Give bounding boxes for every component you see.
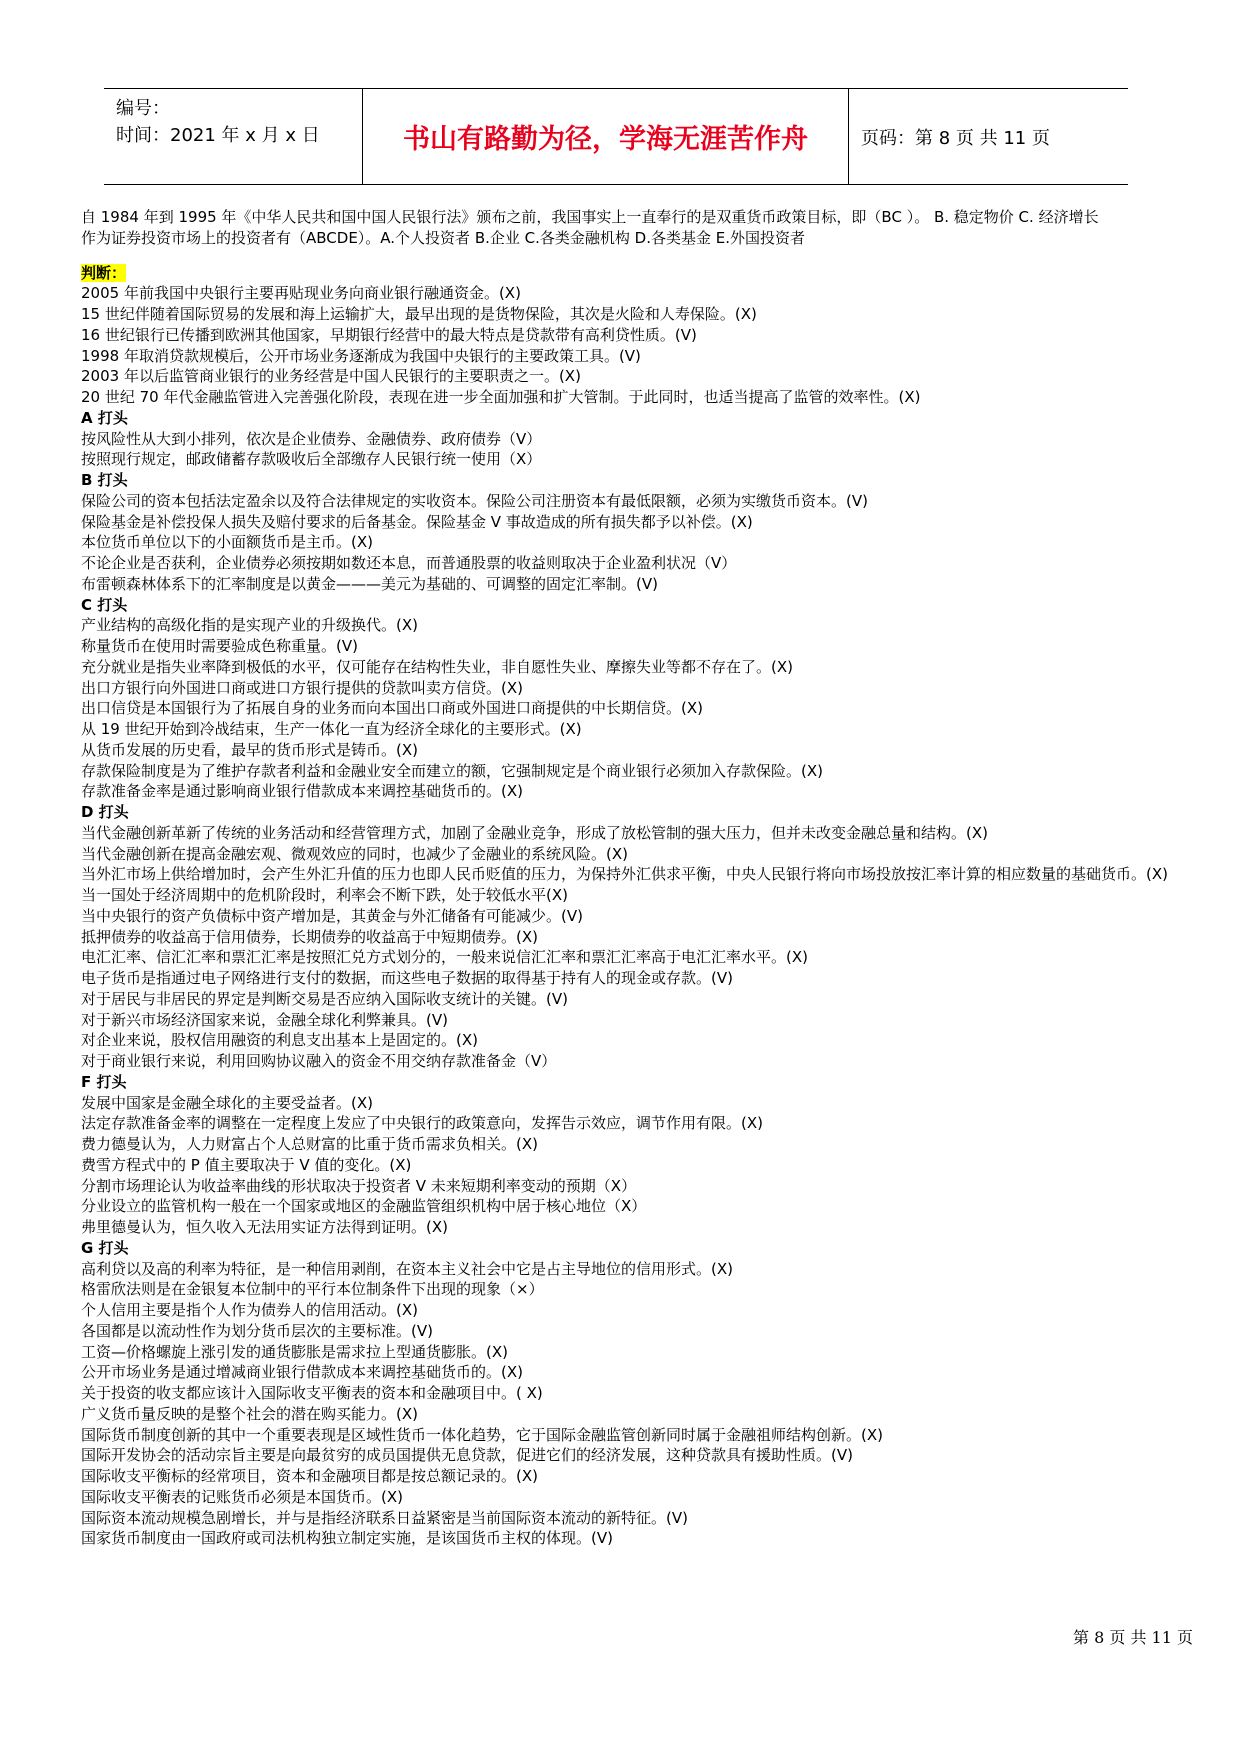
judgement-item: 个人信用主要是指个人作为债券人的信用活动。(X) bbox=[81, 1301, 418, 1319]
judgement-item: 对企业来说，股权信用融资的利息支出基本上是固定的。(X) bbox=[81, 1031, 478, 1050]
judgement-item: 本位货币单位以下的小面额货币是主币。(X) bbox=[81, 533, 373, 552]
judgement-item: 抵押债券的收益高于信用债券，长期债券的收益高于中短期债券。(X) bbox=[81, 927, 538, 946]
judgement-item: 国家货币制度由一国政府或司法机构独立制定实施，是该国货币主权的体现。(V) bbox=[81, 1529, 613, 1548]
judgement-item: 20 世纪 70 年代金融监管进入完善强化阶段，表现在进一步全面加强和扩大管制。于此同时，也适当提高了监管的效率性。(X) bbox=[81, 388, 921, 406]
judgement-item: 格雷欣法则是在金银复本位制中的平行本位制条件下出现的现象（×） bbox=[81, 1280, 544, 1299]
judgement-item: 发展中国家是金融全球化的主要受益者。(X) bbox=[81, 1093, 373, 1112]
judgement-item: 不论企业是否获利，企业债券必须按期如数还本息，而普通股票的收益则取决于企业盈利状况（V） bbox=[81, 554, 737, 572]
judgement-item: 当外汇市场上供给增加时，会产生外汇升值的压力也即人民币贬值的压力，为保持外汇供求平衡，中央人民银行将向市场投放按汇率计算的相应数量的基础货币。(X) bbox=[81, 865, 1168, 884]
motto: 书山有路勤为径，学海无涯苦作舟 bbox=[363, 89, 849, 184]
judgement-item: 分业设立的监管机构一般在一个国家或地区的金融监管组织机构中居于核心地位（X） bbox=[81, 1197, 647, 1216]
judgement-item: 法定存款准备金率的调整在一定程度上发应了中央银行的政策意向，发挥告示效应，调节作用有限。(X) bbox=[81, 1114, 763, 1133]
judgement-item: 保险基金是补偿投保人损失及赔付要求的后备基金。保险基金 V 事故造成的所有损失都予以补偿。(X) bbox=[81, 512, 753, 531]
judgement-item: 对于商业银行来说，利用回购协议融入的资金不用交纳存款准备金（V） bbox=[81, 1052, 557, 1070]
judgement-item: 公开市场业务是通过增减商业银行借款成本来调控基础货币的。(X) bbox=[81, 1363, 523, 1382]
section-heading: C 打头 bbox=[81, 595, 128, 614]
judgement-item: 15 世纪伴随着国际贸易的发展和海上运输扩大，最早出现的是货物保险，其次是火险和人寿保险。(X) bbox=[81, 305, 757, 323]
judgement-item: 国际资本流动规模急剧增长，并与是指经济联系日益紧密是当前国际资本流动的新特征。(V) bbox=[81, 1508, 688, 1527]
judgement-item: 2005 年前我国中央银行主要再贴现业务向商业银行融通资金。(X) bbox=[81, 284, 521, 303]
number-label: 编号： bbox=[116, 98, 170, 119]
judgement-item: 从 19 世纪开始到冷战结束，生产一体化一直为经济全球化的主要形式。(X) bbox=[81, 720, 582, 738]
judgement-item: 出口方银行向外国进口商或进口方银行提供的贷款叫卖方信贷。(X) bbox=[81, 678, 523, 697]
judgement-item: 工资—价格螺旋上涨引发的通货膨胀是需求拉上型通货膨胀。(X) bbox=[81, 1342, 508, 1361]
section-heading: A 打头 bbox=[81, 408, 128, 427]
judgement-item: 费雪方程式中的 P 值主要取决于 V 值的变化。(X) bbox=[81, 1155, 412, 1174]
judgement-item: 电汇汇率、信汇汇率和票汇汇率是按照汇兑方式划分的，一般来说信汇汇率和票汇汇率高于电汇汇率水平。(X) bbox=[81, 948, 808, 967]
judgement-item: 保险公司的资本包括法定盈余以及符合法律规定的实收资本。保险公司注册资本有最低限额，必须为实缴货币资本。(V) bbox=[81, 491, 868, 510]
judgement-item: 充分就业是指失业率降到极低的水平，仅可能存在结构性失业，非自愿性失业、摩擦失业等都不存在了。(X) bbox=[81, 657, 793, 676]
judgement-item: 当代金融创新革新了传统的业务活动和经营管理方式，加剧了金融业竞争，形成了放松管制的强大压力，但并未改变金融总量和结构。(X) bbox=[81, 823, 988, 842]
judgement-item: 国际收支平衡标的经常项目，资本和金融项目都是按总额记录的。(X) bbox=[81, 1467, 538, 1485]
judgement-item: 当中央银行的资产负债标中资产增加是，其黄金与外汇储备有可能减少。(V) bbox=[81, 906, 583, 925]
page-footer: 第 8 页 共 11 页 bbox=[1073, 1628, 1193, 1647]
judgement-item: 按照现行规定，邮政储蓄存款吸收后全部缴存人民银行统一使用（X） bbox=[81, 450, 542, 469]
judgement-item: 产业结构的高级化指的是实现产业的升级换代。(X) bbox=[81, 616, 418, 635]
section-heading: D 打头 bbox=[81, 803, 129, 821]
sections bbox=[81, 283, 1196, 1549]
judge-heading bbox=[81, 263, 1196, 284]
header-left-cell bbox=[104, 89, 363, 184]
judgement-item: 1998 年取消贷款规模后，公开市场业务逐渐成为我国中央银行的主要政策工具。(V) bbox=[81, 346, 641, 365]
section-heading: G 打头 bbox=[81, 1238, 129, 1257]
judgement-item: 当代金融创新在提高金融宏观、微观效应的同时，也减少了金融业的系统风险。(X) bbox=[81, 844, 628, 863]
judgement-item: 布雷顿森林体系下的汇率制度是以黄金———美元为基础的、可调整的固定汇率制。(V) bbox=[81, 574, 658, 593]
judgement-item: 对于居民与非居民的界定是判断交易是否应纳入国际收支统计的关键。(V) bbox=[81, 989, 568, 1008]
judgement-item: 从货币发展的历史看，最早的货币形式是铸币。(X) bbox=[81, 740, 418, 759]
judge-heading-text: 判断： bbox=[81, 263, 127, 282]
judgement-item: 国际货币制度创新的其中一个重要表现是区域性货币一体化趋势，它于国际金融监管创新同时属于金融祖师结构创新。(X) bbox=[81, 1425, 883, 1444]
page-label: 页码：第 8 页 共 11 页 bbox=[861, 127, 1050, 149]
judgement-item: 电子货币是指通过电子网络进行支付的数据，而这些电子数据的取得基于持有人的现金或存款。(V) bbox=[81, 969, 733, 987]
intro-question: 自 1984 年到 1995 年《中华人民共和国中国人民银行法》颁布之前，我国事实上一直奉行的是双重货币政策目标，即（BC ）。 B. 稳定物价 C. 经济增长 bbox=[81, 208, 1099, 226]
judgement-item: 存款保险制度是为了维护存款者利益和金融业安全而建立的额，它强制规定是个商业银行必须加入存款保险。(X) bbox=[81, 761, 823, 780]
judgement-item: 对于新兴市场经济国家来说，金融全球化利弊兼具。(V) bbox=[81, 1010, 448, 1029]
judgement-item: 存款准备金率是通过影响商业银行借款成本来调控基础货币的。(X) bbox=[81, 782, 523, 801]
judgement-item: 称量货币在使用时需要验成色称重量。(V) bbox=[81, 637, 358, 655]
judgement-item: 费力德曼认为，人力财富占个人总财富的比重于货币需求负相关。(X) bbox=[81, 1135, 538, 1153]
judgement-item: 广义货币量反映的是整个社会的潜在购买能力。(X) bbox=[81, 1404, 418, 1423]
judgement-item: 国际开发协会的活动宗旨主要是向最贫穷的成员国提供无息贷款，促进它们的经济发展，这种贷款具有援助性质。(V) bbox=[81, 1446, 853, 1465]
judgement-item: 当一国处于经济周期中的危机阶段时，利率会不断下跌，处于较低水平(X) bbox=[81, 886, 568, 904]
time-label: 时间：2021 年 x 月 x 日 bbox=[116, 125, 320, 146]
page-header bbox=[104, 88, 1128, 185]
judgement-item: 分割市场理论认为收益率曲线的形状取决于投资者 V 未来短期利率变动的预期（X） bbox=[81, 1176, 637, 1195]
judgement-item: 2003 年以后监管商业银行的业务经营是中国人民银行的主要职责之一。(X) bbox=[81, 367, 581, 386]
judgement-item: 高利贷以及高的利率为特征，是一种信用剥削，在资本主义社会中它是占主导地位的信用形式。(X) bbox=[81, 1259, 733, 1278]
judgement-item: 关于投资的收支都应该计入国际收支平衡表的资本和金融项目中。( X) bbox=[81, 1384, 543, 1402]
judgement-item: 各国都是以流动性作为划分货币层次的主要标准。(V) bbox=[81, 1321, 433, 1340]
judgement-item: 弗里德曼认为，恒久收入无法用实证方法得到证明。(X) bbox=[81, 1218, 448, 1236]
judgement-item: 国际收支平衡表的记账货币必须是本国货币。(X) bbox=[81, 1487, 403, 1506]
intro-question: 作为证券投资市场上的投资者有（ABCDE）。A.个人投资者 B.企业 C.各类金融机构 D.各类基金 E.外国投资者 bbox=[81, 228, 805, 247]
judgement-item: 出口信贷是本国银行为了拓展自身的业务而向本国出口商或外国进口商提供的中长期信贷。(X) bbox=[81, 699, 703, 718]
section-heading: F 打头 bbox=[81, 1072, 127, 1091]
document-body bbox=[81, 207, 1196, 1549]
section-heading: B 打头 bbox=[81, 471, 128, 489]
judgement-item: 16 世纪银行已传播到欧洲其他国家，早期银行经营中的最大特点是贷款带有高利贷性质。(V) bbox=[81, 325, 697, 344]
judgement-item: 按风险性从大到小排列，依次是企业债券、金融债券、政府债券（V） bbox=[81, 429, 542, 448]
